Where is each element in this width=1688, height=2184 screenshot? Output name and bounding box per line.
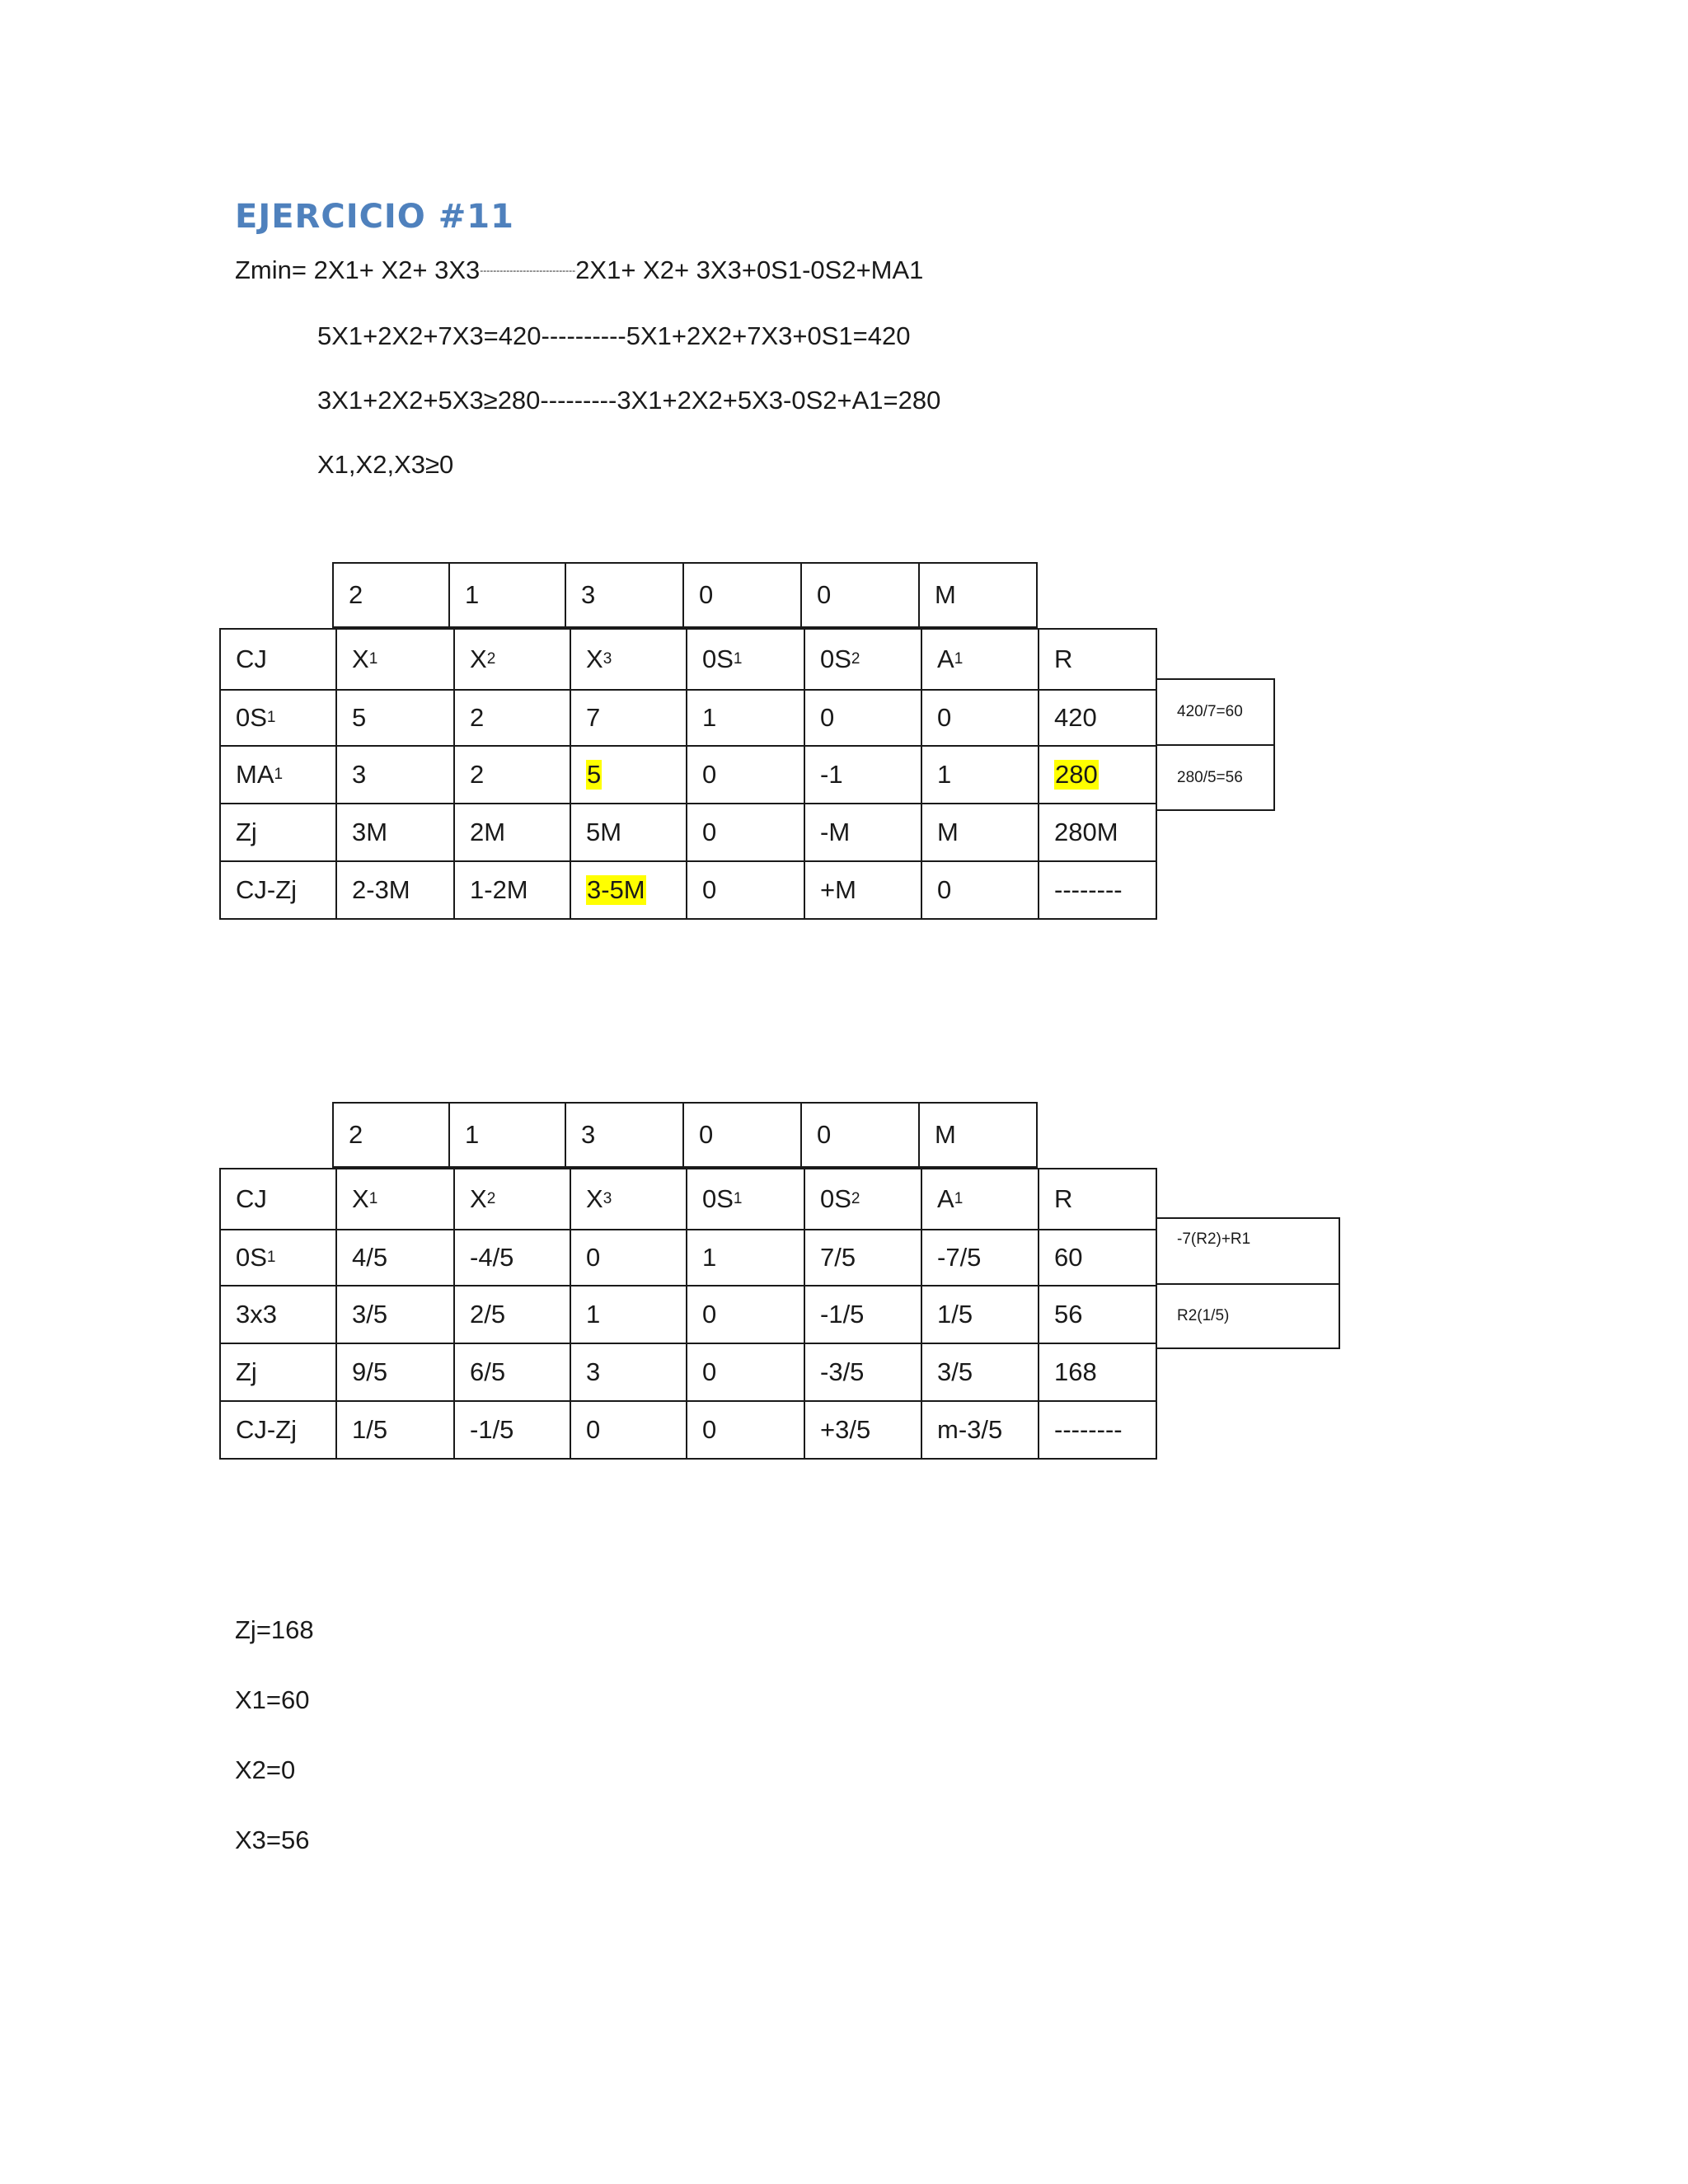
table-cell: 1 (570, 1285, 687, 1344)
pivot-value: 5 (587, 760, 602, 789)
table-cell: 168 (1038, 1343, 1157, 1402)
header-cell: X 3 (570, 628, 687, 691)
highlighted-value: 280 (1055, 760, 1098, 789)
table-cell: 0 (686, 860, 805, 920)
result-zj: Zj=168 (235, 1615, 314, 1644)
row-label: 0S 1 (219, 689, 337, 747)
table-cell: 1/5 (921, 1285, 1039, 1344)
table-cell: -4/5 (453, 1229, 571, 1286)
highlighted-cell (1038, 745, 1157, 804)
constraint-2: 3X1+2X2+5X3≥280---------3X1+2X2+5X3-0S2+A1=280 (317, 386, 941, 415)
table-cell: -1/5 (804, 1285, 922, 1344)
cj-coef-s1: 0 (682, 562, 802, 628)
table-cell: 1-2M (453, 860, 571, 920)
table-cell: 0 (570, 1400, 687, 1460)
header-cell: A 1 (921, 628, 1039, 691)
result-x3: X3=56 (235, 1825, 310, 1854)
cj-coef-s1: 0 (682, 1102, 802, 1168)
result-x1: X1=60 (235, 1685, 310, 1714)
table-cell: 1 (686, 689, 805, 747)
table-cell: 1 (921, 745, 1039, 804)
header-cell: 0S 1 (686, 628, 805, 691)
row-operation-note: R2(1/5) (1156, 1283, 1340, 1349)
table-cell: 6/5 (453, 1343, 571, 1402)
page-title: EJERCICIO #11 (235, 198, 514, 236)
table-cell: -7/5 (921, 1229, 1039, 1286)
cj-coef-a1: M (918, 1102, 1038, 1168)
cj-coef-s2: 0 (800, 1102, 920, 1168)
pivot-column-value: 3-5M (587, 875, 645, 904)
header-cell: 0S 2 (804, 1168, 922, 1230)
cj-coef-s2: 0 (800, 562, 920, 628)
header-cell: 0S 2 (804, 628, 922, 691)
header-cell: CJ (219, 1168, 337, 1230)
pivot-column-cell (570, 860, 687, 920)
table-cell: +M (804, 860, 922, 920)
table-cell: 2 (453, 745, 571, 804)
nonnegativity-constraint: X1,X2,X3≥0 (317, 450, 454, 479)
table-cell: 3/5 (921, 1343, 1039, 1402)
table-cell: 3 (570, 1343, 687, 1402)
table-cell: 0 (921, 689, 1039, 747)
table-cell: 3M (335, 803, 455, 862)
table-cell: 2/5 (453, 1285, 571, 1344)
table-cell: 0 (686, 803, 805, 862)
header-cell: X 1 (335, 1168, 455, 1230)
table-cell: -------- (1038, 860, 1157, 920)
objective-rhs: 2X1+ X2+ 3X3+0S1-0S2+MA1 (575, 255, 924, 284)
table-cell: 1/5 (335, 1400, 455, 1460)
table-cell: 4/5 (335, 1229, 455, 1286)
table-cell: 7/5 (804, 1229, 922, 1286)
row-label: Zj (219, 1343, 337, 1402)
table-cell: 2M (453, 803, 571, 862)
row-label: MA 1 (219, 745, 337, 804)
pivot-element (570, 745, 687, 804)
header-cell: 0S 1 (686, 1168, 805, 1230)
objective-line (235, 255, 923, 285)
cj-coef-a1: M (918, 562, 1038, 628)
table-cell: 9/5 (335, 1343, 455, 1402)
header-cell: R (1038, 628, 1157, 691)
cj-coef-x2: 1 (448, 562, 566, 628)
table-cell: 0 (686, 1343, 805, 1402)
table-cell: M (921, 803, 1039, 862)
table-cell: 3/5 (335, 1285, 455, 1344)
row-label: CJ-Zj (219, 860, 337, 920)
table-cell: 0 (804, 689, 922, 747)
table-cell: -M (804, 803, 922, 862)
objective-lhs: Zmin= 2X1+ X2+ 3X3 (235, 255, 481, 284)
row-label: 3x3 (219, 1285, 337, 1344)
table-cell: 2 (453, 689, 571, 747)
table-cell: -1/5 (453, 1400, 571, 1460)
header-cell: X 2 (453, 628, 571, 691)
table-cell: 0 (570, 1229, 687, 1286)
row-label: 0S 1 (219, 1229, 337, 1286)
table-cell: m-3/5 (921, 1400, 1039, 1460)
row-label: Zj (219, 803, 337, 862)
row-operation-note: -7(R2)+R1 (1156, 1217, 1340, 1285)
cj-coef-x1: 2 (332, 562, 450, 628)
table-cell: 420 (1038, 689, 1157, 747)
table-cell: 56 (1038, 1285, 1157, 1344)
table-cell: 60 (1038, 1229, 1157, 1286)
ratio-note: 420/7=60 (1156, 678, 1275, 746)
table-cell: 7 (570, 689, 687, 747)
table-cell: 5M (570, 803, 687, 862)
result-x2: X2=0 (235, 1755, 296, 1784)
table-cell: 0 (921, 860, 1039, 920)
cj-coef-x3: 3 (565, 1102, 684, 1168)
header-cell: X 3 (570, 1168, 687, 1230)
objective-dashes: ----------------------------- (480, 265, 576, 276)
header-cell: R (1038, 1168, 1157, 1230)
header-cell: CJ (219, 628, 337, 691)
table-cell: -3/5 (804, 1343, 922, 1402)
table-cell: 280M (1038, 803, 1157, 862)
table-cell: 5 (335, 689, 455, 747)
cj-coef-x1: 2 (332, 1102, 450, 1168)
table-cell: 0 (686, 745, 805, 804)
cj-coef-x2: 1 (448, 1102, 566, 1168)
ratio-note: 280/5=56 (1156, 744, 1275, 811)
table-cell: -1 (804, 745, 922, 804)
header-cell: A 1 (921, 1168, 1039, 1230)
header-cell: X 2 (453, 1168, 571, 1230)
table-cell: 0 (686, 1400, 805, 1460)
constraint-1: 5X1+2X2+7X3=420----------5X1+2X2+7X3+0S1=420 (317, 321, 911, 350)
table-cell: +3/5 (804, 1400, 922, 1460)
header-cell: X 1 (335, 628, 455, 691)
row-label: CJ-Zj (219, 1400, 337, 1460)
table-cell: 0 (686, 1285, 805, 1344)
table-cell: -------- (1038, 1400, 1157, 1460)
table-cell: 3 (335, 745, 455, 804)
table-cell: 1 (686, 1229, 805, 1286)
table-cell: 2-3M (335, 860, 455, 920)
cj-coef-x3: 3 (565, 562, 684, 628)
